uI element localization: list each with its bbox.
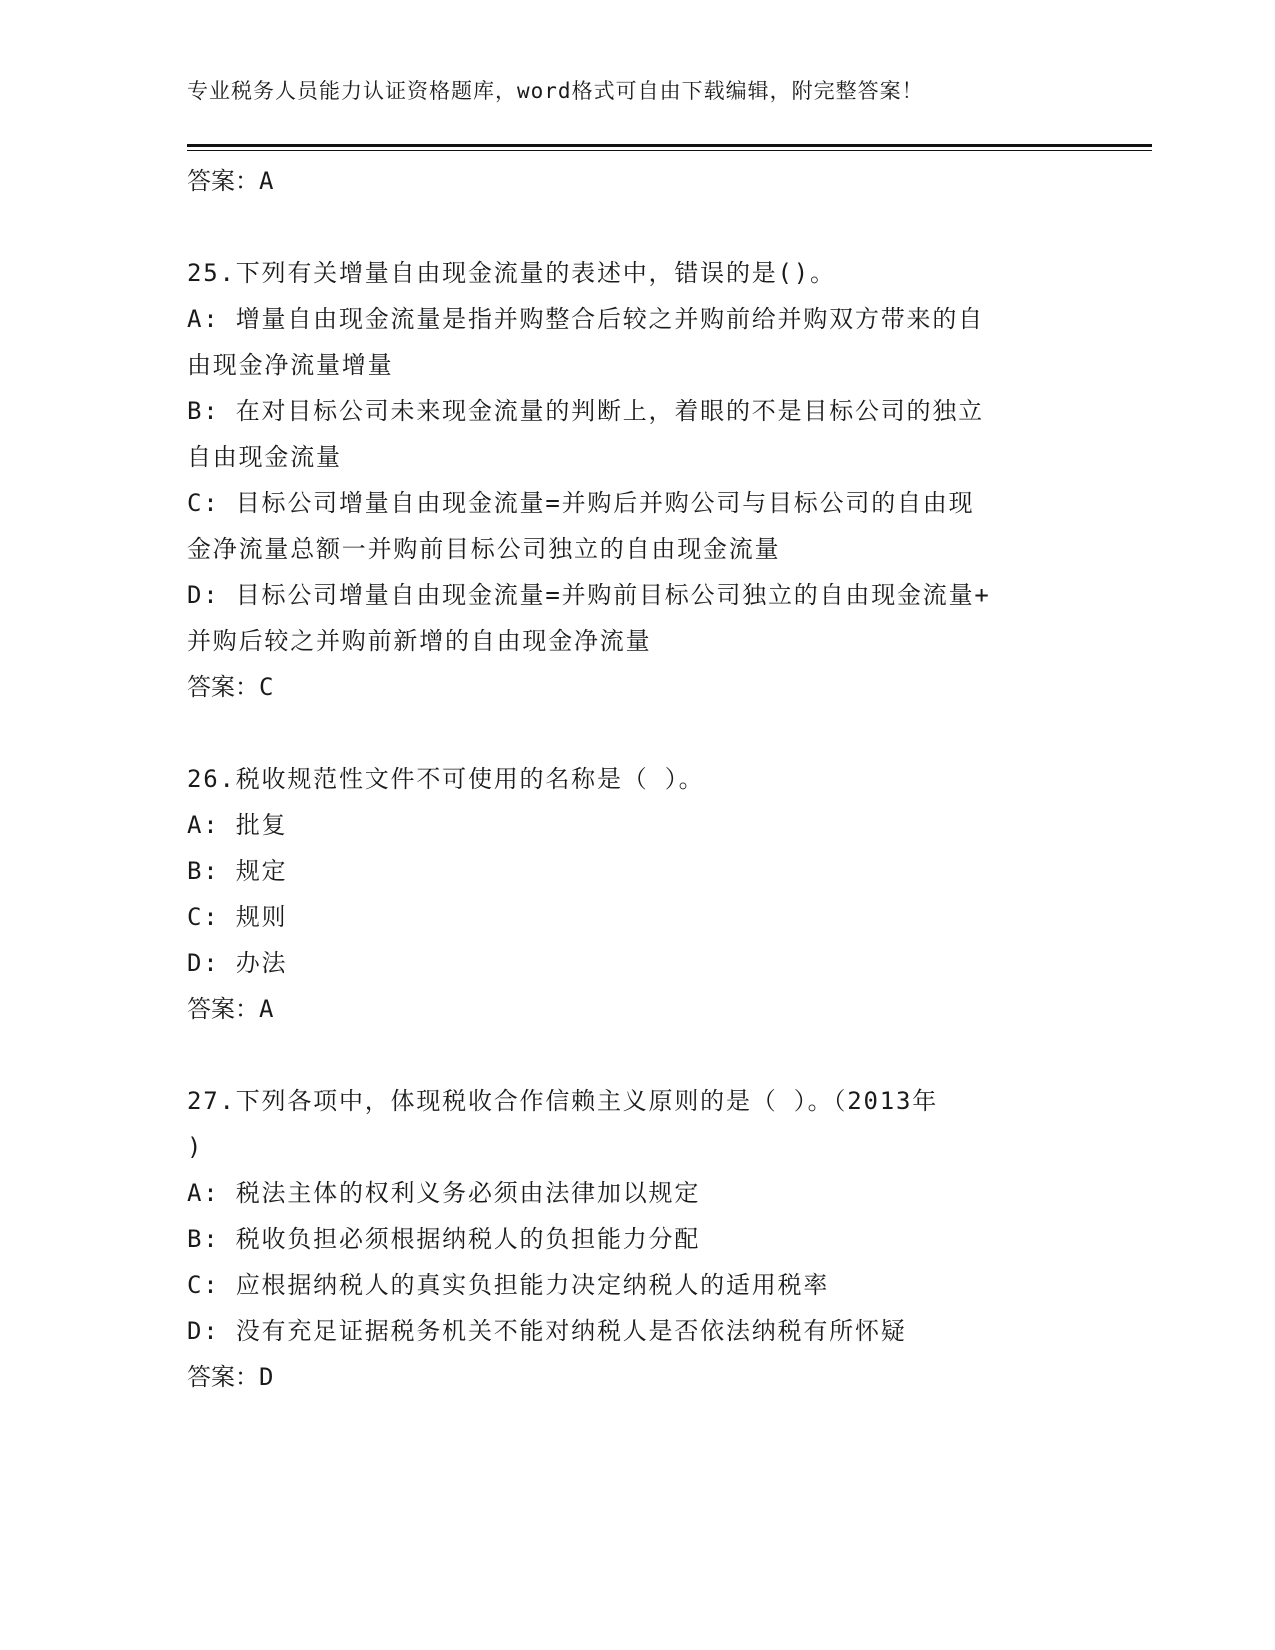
answer-value: A [259, 167, 274, 195]
option-text: 由现金净流量增量 [187, 351, 394, 379]
option-text: 金净流量总额一并购前目标公司独立的自由现金流量 [187, 535, 781, 563]
answer-prefix: 答案： [187, 167, 259, 195]
answer-line [187, 158, 1087, 204]
option-text: B: 税收负担必须根据纳税人的负担能力分配 [187, 1225, 701, 1253]
answer-prefix: 答案： [187, 673, 259, 701]
option-text: C: 应根据纳税人的真实负担能力决定纳税人的适用税率 [187, 1271, 830, 1299]
question-25 [187, 250, 1087, 296]
answer-value: D [259, 1363, 274, 1391]
option-text: C: 目标公司增量自由现金流量=并购后并购公司与目标公司的自由现 [187, 489, 975, 517]
answer-prefix: 答案： [187, 1363, 259, 1391]
option-text: B: 在对目标公司未来现金流量的判断上，着眼的不是目标公司的独立 [187, 397, 984, 425]
option-text: A: 批复 [187, 811, 288, 839]
option-text: D: 没有充足证据税务机关不能对纳税人是否依法纳税有所怀疑 [187, 1317, 907, 1345]
spacer [187, 204, 1087, 250]
option-d [187, 572, 1087, 664]
answer-value: A [259, 995, 274, 1023]
option-a [187, 296, 1087, 388]
option-b [187, 848, 1087, 894]
option-text: B: 规定 [187, 857, 288, 885]
answer-value: C [259, 673, 274, 701]
option-text: D: 办法 [187, 949, 288, 977]
answer-prefix: 答案： [187, 995, 259, 1023]
option-a [187, 1170, 1087, 1216]
document-body [187, 158, 1087, 1400]
option-b [187, 1216, 1087, 1262]
option-text: 并购后较之并购前新增的自由现金净流量 [187, 627, 652, 655]
header-rule-thin [187, 150, 1152, 151]
option-c [187, 480, 1087, 572]
spacer [187, 1032, 1087, 1078]
option-text: 自由现金流量 [187, 443, 342, 471]
spacer [187, 710, 1087, 756]
page-header: 专业税务人员能力认证资格题库，word格式可自由下载编辑，附完整答案！ [187, 79, 924, 103]
answer-line [187, 1354, 1087, 1400]
question-text: ) [187, 1133, 204, 1161]
question-text: 27.下列各项中，体现税收合作信赖主义原则的是（ ）。（2013年 [187, 1087, 938, 1115]
option-text: A: 税法主体的权利义务必须由法律加以规定 [187, 1179, 701, 1207]
option-text: C: 规则 [187, 903, 288, 931]
option-text: A: 增量自由现金流量是指并购整合后较之并购前给并购双方带来的自 [187, 305, 984, 333]
option-c [187, 1262, 1087, 1308]
option-d [187, 940, 1087, 986]
question-text: 25.下列有关增量自由现金流量的表述中，错误的是()。 [187, 259, 836, 287]
question-26 [187, 756, 1087, 802]
answer-line [187, 664, 1087, 710]
option-d [187, 1308, 1087, 1354]
answer-line [187, 986, 1087, 1032]
option-text: D: 目标公司增量自由现金流量=并购前目标公司独立的自由现金流量+ [187, 581, 991, 609]
option-c [187, 894, 1087, 940]
header-rule-thick [187, 144, 1152, 147]
option-a [187, 802, 1087, 848]
question-text: 26.税收规范性文件不可使用的名称是（ ）。 [187, 765, 705, 793]
option-b [187, 388, 1087, 480]
question-27 [187, 1078, 1087, 1170]
